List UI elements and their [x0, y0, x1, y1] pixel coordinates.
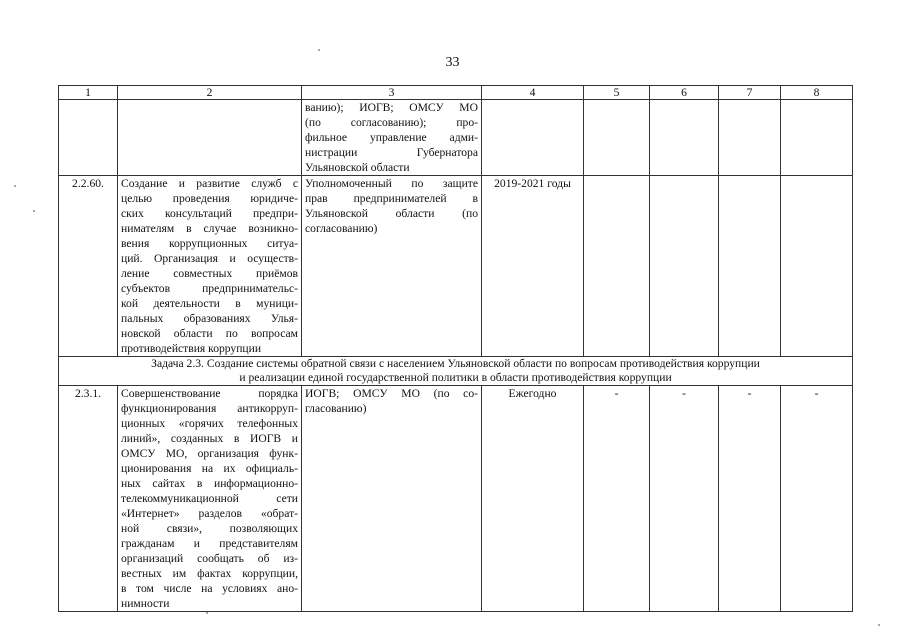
- col6-cell: [650, 176, 719, 357]
- cell-line: ОМСУ МО, организация функ-: [121, 447, 298, 460]
- term-cell: [482, 100, 584, 176]
- cell-line: противодействия коррупции: [121, 342, 262, 355]
- cell-line: нистрации Губернатора: [305, 146, 478, 159]
- task-heading-line-1: Задача 2.3. Создание системы обратной связи с населением Ульяновской области по вопросам противодействия коррупции: [151, 357, 760, 370]
- header-row: [59, 86, 853, 100]
- cell-line: согласованию): [305, 222, 378, 235]
- row-number-cell: [59, 100, 118, 176]
- term-cell: 2019-2021 годы: [482, 176, 584, 357]
- col8-cell: [781, 176, 853, 357]
- scan-speck: [206, 612, 208, 614]
- cell-line: в том числе на условиях ано-: [121, 582, 298, 595]
- scan-speck: [878, 624, 880, 626]
- page-number: 33: [445, 55, 460, 70]
- activity-cell: [118, 176, 302, 357]
- activity-cell: [118, 386, 302, 612]
- measures-table: [58, 85, 853, 612]
- cell-line: прав предпринимателей в: [305, 192, 478, 205]
- col5-cell: [584, 100, 650, 176]
- cell-line: Ульяновской области: [305, 161, 410, 174]
- cell-line: ление совместных приёмов: [121, 267, 298, 280]
- cell-line: Совершенствование порядка: [121, 387, 298, 400]
- cell-line: нимателям в случае возникно-: [121, 222, 298, 235]
- col7-cell: [719, 100, 781, 176]
- cell-line: ИОГВ; ОМСУ МО (по со-: [305, 387, 478, 400]
- cell-line: «Интернет» разделов «обрат-: [121, 507, 298, 520]
- cell-line: кой деятельности в муници-: [121, 297, 298, 310]
- table-row-2-2-60: [59, 176, 853, 357]
- task-heading-line-2: и реализации единой государственной политики в области противодействия коррупции: [239, 371, 672, 384]
- cell-line: ских консультаций предпри-: [121, 207, 298, 220]
- table-row-continuation: [59, 100, 853, 176]
- col8-cell: [781, 100, 853, 176]
- cell-line: (по согласованию); про-: [305, 116, 478, 129]
- col-header-4: 4: [482, 86, 584, 100]
- scan-speck: [33, 210, 35, 212]
- cell-line: целью проведения юридиче-: [121, 192, 298, 205]
- row-number-cell: 2.2.60.: [59, 176, 118, 357]
- cell-line: ных сайтах в информационно-: [121, 477, 298, 490]
- col-header-6: 6: [650, 86, 719, 100]
- executors-cell: [302, 100, 482, 176]
- cell-line: гражданам и представителям: [121, 537, 298, 550]
- col-header-8: 8: [781, 86, 853, 100]
- executors-cell: [302, 386, 482, 612]
- cell-line: ной связи», позволяющих: [121, 522, 298, 535]
- task-heading-row: [59, 357, 853, 386]
- col5-cell: -: [584, 386, 650, 612]
- cell-line: новской области по вопросам: [121, 327, 298, 340]
- cell-line: телекоммуникационной сети: [121, 492, 298, 505]
- cell-line: ционных «горячих телефонных: [121, 417, 298, 430]
- col-header-3: 3: [302, 86, 482, 100]
- cell-line: пальных образованиях Улья-: [121, 312, 298, 325]
- col6-cell: [650, 100, 719, 176]
- col7-cell: [719, 176, 781, 357]
- cell-line: вестных им фактах коррупции,: [121, 567, 298, 580]
- cell-line: линий», созданных в ИОГВ и: [121, 432, 298, 445]
- cell-line: вения коррупционных ситуа-: [121, 237, 298, 250]
- task-heading: [59, 357, 853, 386]
- term-cell: Ежегодно: [482, 386, 584, 612]
- cell-line: организаций сообщать об из-: [121, 552, 298, 565]
- cell-line: функционирования антикорруп-: [121, 402, 298, 415]
- scan-speck: [318, 49, 320, 51]
- executors-cell: [302, 176, 482, 357]
- row-number-cell: 2.3.1.: [59, 386, 118, 612]
- scan-speck: [14, 185, 16, 187]
- col6-cell: -: [650, 386, 719, 612]
- col5-cell: [584, 176, 650, 357]
- col-header-5: 5: [584, 86, 650, 100]
- cell-line: Ульяновской области (по: [305, 207, 478, 220]
- col-header-2: 2: [118, 86, 302, 100]
- cell-line: ванию); ИОГВ; ОМСУ МО: [305, 101, 478, 114]
- cell-line: ций. Организация и осуществ-: [121, 252, 298, 265]
- col-header-1: 1: [59, 86, 118, 100]
- cell-line: Уполномоченный по защите: [305, 177, 478, 190]
- cell-line: фильное управление адми-: [305, 131, 478, 144]
- cell-line: субъектов предпринимательс-: [121, 282, 298, 295]
- cell-line: нимности: [121, 597, 170, 610]
- cell-line: гласованию): [305, 402, 367, 415]
- cell-line: Создание и развитие служб с: [121, 177, 298, 190]
- activity-cell: [118, 100, 302, 176]
- col7-cell: -: [719, 386, 781, 612]
- col8-cell: -: [781, 386, 853, 612]
- cell-line: ционирования на их официаль-: [121, 462, 298, 475]
- col-header-7: 7: [719, 86, 781, 100]
- table-row-2-3-1: [59, 386, 853, 612]
